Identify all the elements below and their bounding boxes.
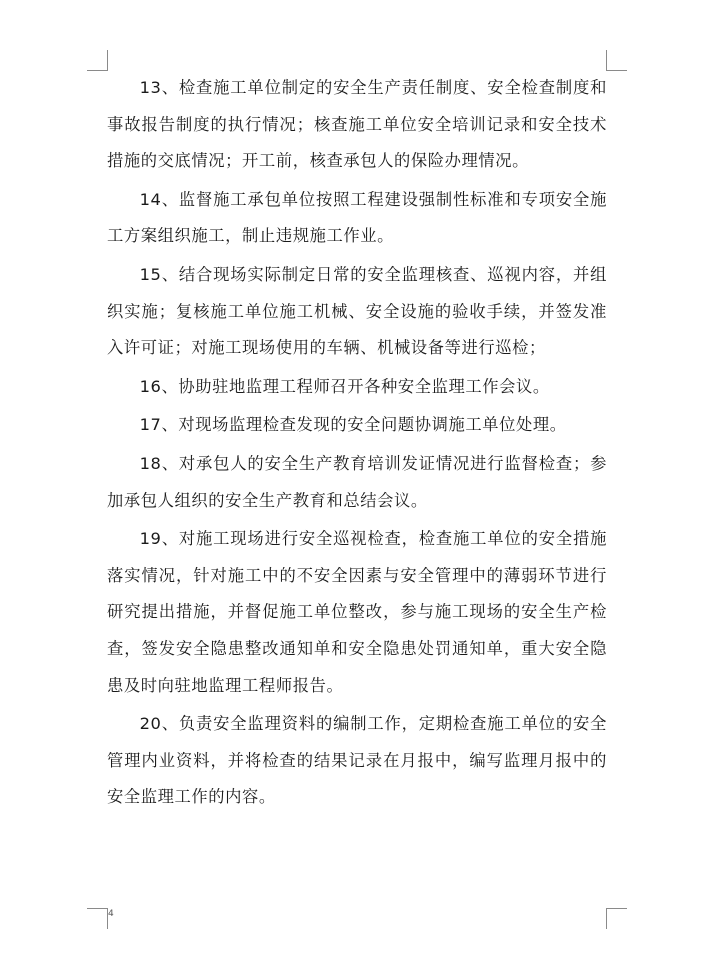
paragraph-15[interactable]: 15、结合现场实际制定日常的安全监理核查、巡视内容，并组织实施；复核施工单位施工机械、安全设施的验收手续，并签发准入许可证；对施工现场使用的车辆、机械设备等进行巡检； — [107, 264, 607, 358]
margin-corner-top-left — [87, 50, 108, 71]
document-body[interactable] — [107, 70, 607, 818]
paragraph-14[interactable]: 14、监督施工承包单位按照工程建设强制性标准和专项安全施工方案组织施工，制止违规施工作业。 — [107, 189, 607, 246]
paragraph-20[interactable]: 20、负责安全监理资料的编制工作，定期检查施工单位的安全管理内业资料，并将检查的结果记录在月报中，编写监理月报中的安全监理工作的内容。 — [107, 714, 607, 807]
margin-corner-bottom-left — [87, 908, 108, 929]
paragraph-17[interactable]: 17、对现场监理检查发现的安全问题协调施工单位处理。 — [139, 415, 567, 435]
paragraph-19[interactable]: 19、对施工现场进行安全巡视检查，检查施工单位的安全措施落实情况，针对施工中的不安全因素与安全管理中的薄弱环节进行研究提出措施，并督促施工单位整改，参与施工现场的安全生产检查，签发安全隐患整改通知单和安全隐患处罚通知单，重大安全隐患及时向驻地监理工程师报告。 — [107, 529, 607, 695]
paragraph-13[interactable]: 13、检查施工单位制定的安全生产责任制度、安全检查制度和事故报告制度的执行情况；核查施工单位安全培训记录和安全技术措施的交底情况；开工前，核查承包人的保险办理情况。 — [107, 78, 607, 171]
page-number: 4 — [108, 909, 114, 919]
margin-corner-bottom-right — [606, 908, 627, 929]
paragraph-18[interactable]: 18、对承包人的安全生产教育培训发证情况进行监督检查；参加承包人组织的安全生产教育和总结会议。 — [107, 453, 607, 510]
paragraph-16[interactable]: 16、协助驻地监理工程师召开各种安全监理工作会议。 — [139, 376, 550, 396]
margin-corner-top-right — [606, 50, 627, 71]
